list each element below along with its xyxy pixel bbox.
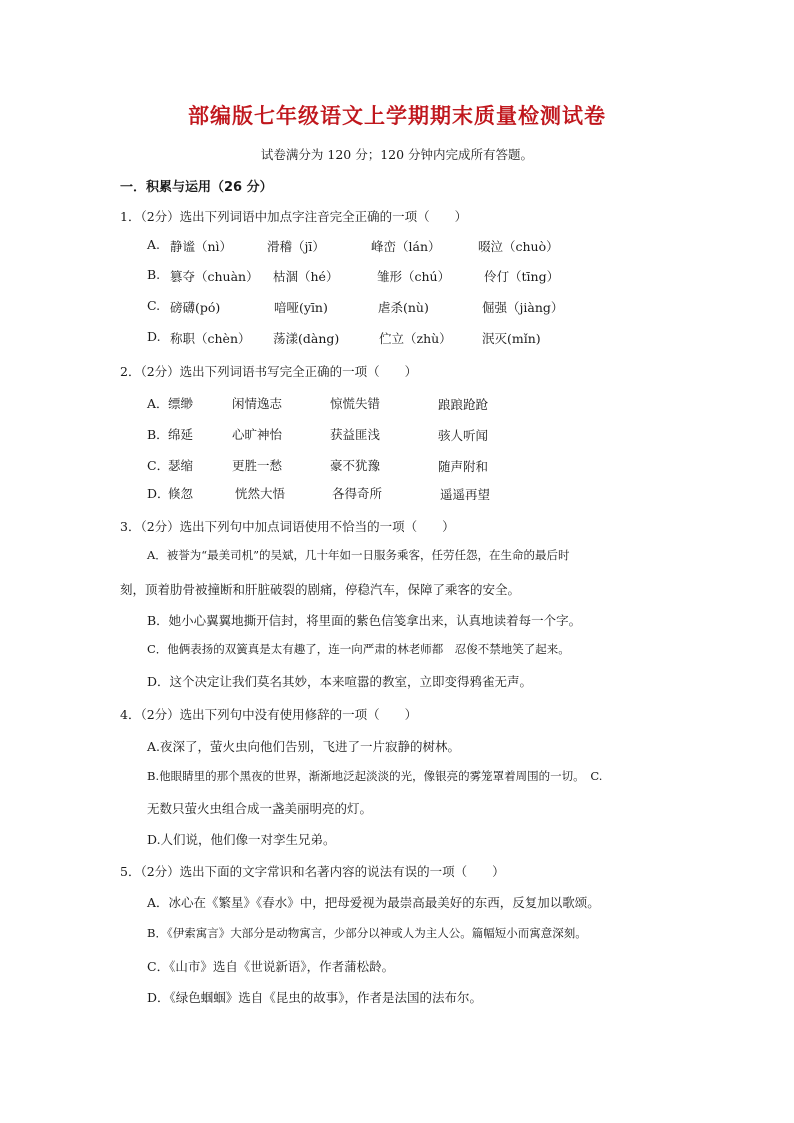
- q1-d-word-4: 泯灭(mǐn): [482, 331, 541, 346]
- q2-option-b-label: B．: [147, 427, 169, 442]
- q1-option-d-label: D.: [147, 329, 161, 344]
- q3-option-d: D．这个决定让我们莫名其妙，本来喧嚣的教室，立即变得鸦雀无声。: [147, 674, 533, 689]
- q1-c-word-1: 磅礴(pó): [170, 300, 221, 315]
- q1-option-c-label: C.: [147, 298, 161, 313]
- q2-option-c-label: C．: [147, 458, 170, 473]
- q1-option-b-label: B.: [147, 267, 161, 282]
- q5-option-a: A．冰心在《繁星》《春水》中，把母爱视为最崇高最美好的东西，反复加以歌颂。: [147, 895, 600, 910]
- question-3-stem: 3．（2分）选出下列句中加点词语使用不恰当的一项（ ）: [120, 519, 455, 534]
- q4-option-c: 无数只萤火虫组合成一盏美丽明亮的灯。: [147, 801, 373, 816]
- q2-d-word-1: 倏忽: [168, 486, 194, 501]
- q1-b-word-3: 雏形（chú）: [377, 269, 451, 284]
- q1-d-word-1: 称职（chèn）: [170, 331, 251, 346]
- q2-b-word-1: 绵延: [168, 427, 194, 442]
- q2-a-word-1: 缥缈: [168, 396, 194, 411]
- question-4-stem: 4．（2分）选出下列句中没有使用修辞的一项（ ）: [120, 707, 418, 722]
- q1-a-word-3: 峰峦（lán）: [371, 239, 441, 254]
- q1-c-word-4: 倔强（jiàng）: [482, 300, 564, 315]
- q2-option-a-label: A．: [147, 396, 169, 411]
- question-1-stem: 1．（2分）选出下列词语中加点字注音完全正确的一项（ ）: [120, 209, 468, 224]
- q1-c-word-3: 虐杀(nù): [378, 300, 429, 315]
- q2-d-word-4: 遥遥再望: [440, 487, 491, 502]
- q1-option-a-label: A.: [147, 237, 161, 252]
- q2-b-word-2: 心旷神怡: [232, 427, 283, 442]
- q1-c-word-2: 喑哑(yīn): [274, 300, 328, 315]
- q2-b-word-3: 获益匪浅: [330, 427, 381, 442]
- question-5-stem: 5．（2分）选出下面的文字常识和名著内容的说法有误的一项（ ）: [120, 864, 505, 879]
- q1-a-word-4: 啜泣（chuò）: [478, 239, 559, 254]
- q5-option-b: B．《伊索寓言》大部分是动物寓言，少部分以神或人为主人公。篇幅短小而寓意深刻。: [147, 926, 587, 940]
- q1-d-word-3: 伫立（zhù）: [379, 331, 452, 346]
- q1-b-word-1: 篡夺（chuàn）: [170, 269, 259, 284]
- section-heading: 一．积累与运用（26 分）: [120, 180, 273, 195]
- exam-note: 试卷满分为 120 分；120 分钟内完成所有答题。: [260, 147, 534, 162]
- q2-c-word-3: 豪不犹豫: [330, 458, 381, 473]
- q2-a-word-4: 踉踉跄跄: [438, 397, 489, 412]
- q1-b-word-2: 枯涸（hé）: [273, 269, 339, 284]
- q2-d-word-2: 恍然大悟: [235, 486, 286, 501]
- q2-a-word-3: 惊慌失错: [330, 396, 381, 411]
- q1-a-word-1: 静谧（nì）: [170, 239, 233, 254]
- q4-option-b: B.他眼睛里的那个黑夜的世界，渐渐地泛起淡淡的光，像银亮的雾笼罩着周围的一切。 C.: [147, 769, 603, 783]
- q2-b-word-4: 骇人听闻: [438, 428, 489, 443]
- q2-c-word-1: 瑟缩: [168, 458, 194, 473]
- q1-a-word-2: 滑稽（jī）: [267, 239, 325, 254]
- q3-option-c: C．他俩表扬的双簧真是太有趣了，连一向严肃的林老师都 忍俊不禁地笑了起来。: [147, 642, 570, 656]
- q5-option-d: D．《绿色蝈蝈》选自《昆虫的故事》，作者是法国的法布尔。: [147, 990, 483, 1005]
- q2-d-word-3: 各得奇所: [332, 486, 383, 501]
- q1-b-word-4: 伶仃（tīng）: [484, 269, 560, 284]
- q2-option-d-label: D．: [147, 486, 170, 501]
- q3-option-b: B．她小心翼翼地撕开信封，将里面的紫色信笺拿出来，认真地读着每一个字。: [147, 613, 582, 628]
- q1-d-word-2: 荡漾(dàng): [273, 331, 340, 346]
- q2-c-word-4: 随声附和: [438, 459, 489, 474]
- q5-option-c: C．《山市》选自《世说新语》，作者蒲松龄。: [147, 959, 395, 974]
- q2-c-word-2: 更胜一愁: [232, 458, 283, 473]
- q3-option-a-line-1: A．被誉为“最美司机”的吴斌，几十年如一日服务乘客，任劳任怨，在生命的最后时: [147, 548, 570, 562]
- question-2-stem: 2．（2分）选出下列词语书写完全正确的一项（ ）: [120, 364, 418, 379]
- q4-option-d: D.人们说，他们像一对孪生兄弟。: [147, 832, 336, 847]
- q4-option-a: A.夜深了，萤火虫向他们告别，飞进了一片寂静的树林。: [147, 739, 461, 754]
- q3-option-a-line-2: 刻，顶着肋骨被撞断和肝脏破裂的剧痛，停稳汽车，保障了乘客的安全。: [120, 582, 521, 597]
- q2-a-word-2: 闲情逸志: [232, 396, 283, 411]
- page-title: 部编版七年级语文上学期期末质量检测试卷: [188, 104, 606, 128]
